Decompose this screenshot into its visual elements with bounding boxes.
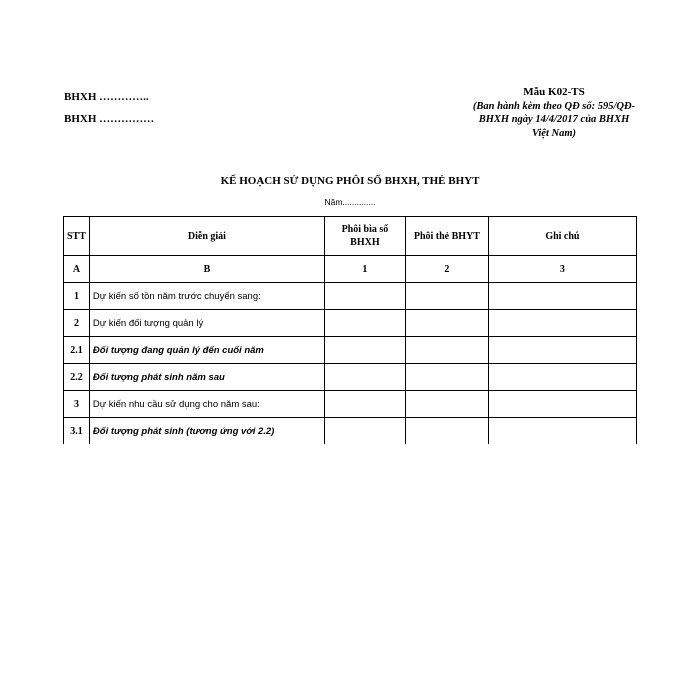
cell-book-cover xyxy=(324,364,405,391)
cell-book-cover xyxy=(324,310,405,337)
cell-book-cover xyxy=(324,391,405,418)
cell-notes xyxy=(488,391,636,418)
table-row xyxy=(64,283,637,310)
header-card-blanks: Phôi thẻ BHYT xyxy=(405,217,488,256)
header-stt: STT xyxy=(64,217,90,256)
document-title: KẾ HOẠCH SỬ DỤNG PHÔI SỔ BHXH, THẺ BHYT xyxy=(220,175,480,187)
table-row xyxy=(64,418,637,445)
cell-card xyxy=(405,364,488,391)
cell-notes xyxy=(488,310,636,337)
table-row xyxy=(64,310,637,337)
cell-notes xyxy=(488,418,636,445)
agency-line-2: BHXH …………… xyxy=(64,113,155,125)
column-label: A xyxy=(64,256,90,283)
row-number: 1 xyxy=(64,283,90,310)
row-number: 3 xyxy=(64,391,90,418)
header-book-cover-blanks: Phôi bìa sổ BHXH xyxy=(324,217,405,256)
cell-card xyxy=(405,391,488,418)
form-code-block xyxy=(466,86,642,140)
table-row xyxy=(64,337,637,364)
table-row xyxy=(64,391,637,418)
cell-card xyxy=(405,283,488,310)
header-notes: Ghi chú xyxy=(488,217,636,256)
row-description: Dự kiến đối tượng quản lý xyxy=(89,310,324,337)
row-description: Dự kiến số tồn năm trước chuyển sang: xyxy=(89,283,324,310)
row-description: Dự kiến nhu cầu sử dụng cho năm sau: xyxy=(89,391,324,418)
header-description: Diễn giải xyxy=(89,217,324,256)
cell-notes xyxy=(488,283,636,310)
cell-book-cover xyxy=(324,337,405,364)
cell-notes xyxy=(488,364,636,391)
cell-card xyxy=(405,418,488,445)
table-row xyxy=(64,364,637,391)
decree-line-1: (Ban hành kèm theo QĐ số: 595/QĐ- xyxy=(472,100,636,112)
row-number: 3.1 xyxy=(64,418,90,445)
cell-notes xyxy=(488,337,636,364)
row-description: Đối tượng phát sinh (tương ứng với 2.2) xyxy=(89,418,324,445)
column-label: B xyxy=(89,256,324,283)
form-code: Mẫu K02-TS xyxy=(523,86,585,98)
cell-card xyxy=(405,310,488,337)
year-line: Năm.............. xyxy=(324,197,376,207)
row-number: 2.2 xyxy=(64,364,90,391)
decree-line-2: BHXH ngày 14/4/2017 của BHXH xyxy=(478,114,630,125)
row-description: Đối tượng phát sinh năm sau xyxy=(89,364,324,391)
issuing-agency-block xyxy=(64,86,154,130)
row-number: 2 xyxy=(64,310,90,337)
row-number: 2.1 xyxy=(64,337,90,364)
decree-line-3: Việt Nam) xyxy=(531,127,577,139)
plan-table xyxy=(63,216,637,444)
cell-card xyxy=(405,337,488,364)
agency-line-1: BHXH ………….. xyxy=(64,91,149,103)
column-label: 3 xyxy=(488,256,636,283)
column-label: 2 xyxy=(405,256,488,283)
cell-book-cover xyxy=(324,418,405,445)
table-header-row xyxy=(64,217,637,256)
column-label-row xyxy=(64,256,637,283)
cell-book-cover xyxy=(324,283,405,310)
row-description: Đối tượng đang quản lý đến cuối năm xyxy=(89,337,324,364)
column-label: 1 xyxy=(324,256,405,283)
